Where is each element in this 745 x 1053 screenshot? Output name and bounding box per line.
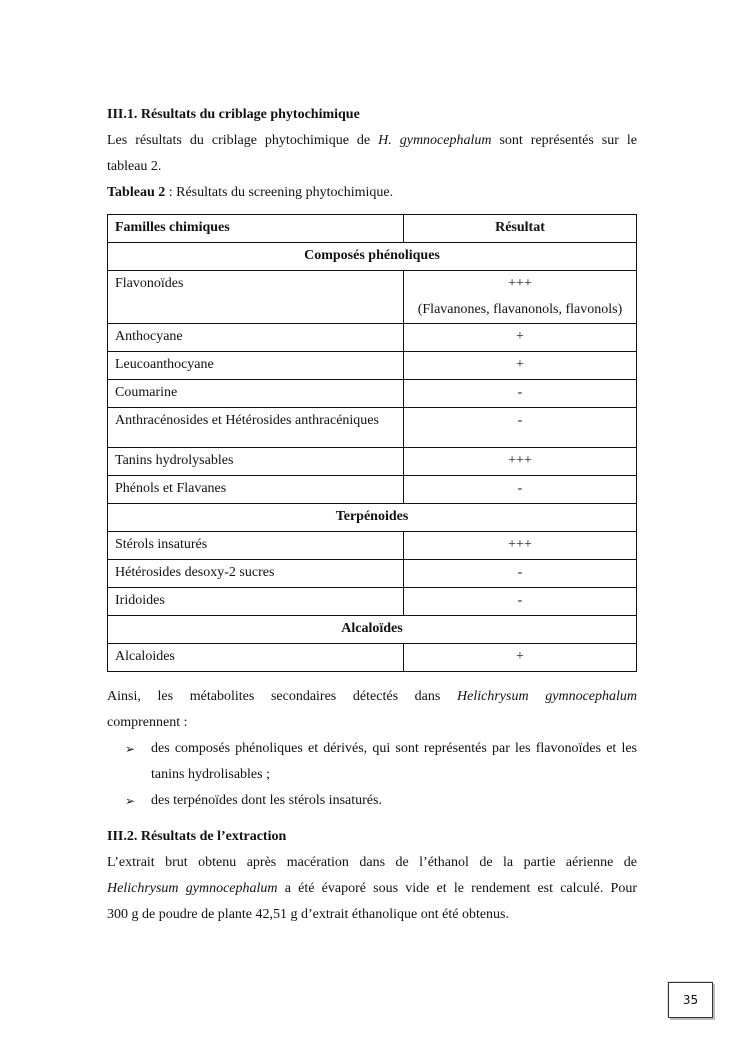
section1-intro xyxy=(107,128,637,180)
list-item: ➢ des composés phénoliques et dérivés, qui sont représentés par les flavonoïdes et les tanins hydrolisables ; xyxy=(125,736,637,788)
summary-paragraph xyxy=(107,684,637,736)
table-row xyxy=(108,352,637,380)
section1-intro-line2: tableau 2. xyxy=(107,159,162,174)
species-name: Helichrysum gymnocephalum xyxy=(457,689,637,704)
section1-title: III.1. Résultats du criblage phytochimique xyxy=(107,107,360,122)
summary-bullets xyxy=(125,736,637,814)
table-section-row xyxy=(108,504,637,532)
result-cell: - xyxy=(404,588,637,616)
table-row xyxy=(108,380,637,408)
table-row xyxy=(108,532,637,560)
arrow-bullet-icon: ➢ xyxy=(125,794,136,808)
table-row xyxy=(108,324,637,352)
family-cell: Tanins hydrolysables xyxy=(108,448,404,476)
family-cell: Hétérosides desoxy-2 sucres xyxy=(108,560,404,588)
section2-line2: Helichrysum gymnocephalum a été évaporé sous vide et le rendement est calculé. Pour xyxy=(107,881,637,896)
table-row xyxy=(108,588,637,616)
result-detail: (Flavanones, flavanonols, flavonols) xyxy=(417,302,623,317)
result-cell: - xyxy=(404,476,637,504)
family-cell: Alcaloides xyxy=(108,644,404,672)
family-cell: Phénols et Flavanes xyxy=(108,476,404,504)
table-section-row xyxy=(108,243,637,271)
result-cell: +++ (Flavanones, flavanonols, flavonols) xyxy=(404,271,637,324)
summary-line1: Ainsi, les métabolites secondaires détectés dans Helichrysum gymnocephalum xyxy=(107,689,637,704)
list-item: ➢ des terpénoïdes dont les stérols insaturés. xyxy=(125,788,637,814)
result-cell: +++ xyxy=(404,532,637,560)
table-row xyxy=(108,644,637,672)
table-caption-label: Tableau 2 xyxy=(107,185,166,200)
family-cell: Anthocyane xyxy=(108,324,404,352)
section2 xyxy=(107,824,637,928)
section2-line1: L’extrait brut obtenu après macération dans de l’éthanol de la partie aérienne de xyxy=(107,855,637,870)
table-row xyxy=(108,560,637,588)
section2-paragraph xyxy=(107,850,637,928)
family-cell: Coumarine xyxy=(108,380,404,408)
section2-line3: 300 g de poudre de plante 42,51 g d’extrait éthanolique ont été obtenus. xyxy=(107,907,510,922)
arrow-bullet-icon: ➢ xyxy=(125,742,136,756)
table-row xyxy=(108,448,637,476)
header-result: Résultat xyxy=(404,215,637,243)
result-cell: - xyxy=(404,560,637,588)
summary-line2: comprennent : xyxy=(107,715,188,730)
family-cell: Leucoanthocyane xyxy=(108,352,404,380)
section2-title: III.2. Résultats de l’extraction xyxy=(107,829,287,844)
result-cell: + xyxy=(404,644,637,672)
species-name: Helichrysum gymnocephalum xyxy=(107,881,278,896)
table-section-row xyxy=(108,616,637,644)
species-name: H. gymnocephalum xyxy=(378,133,492,148)
family-cell: Stérols insaturés xyxy=(108,532,404,560)
table-caption-text: : Résultats du screening phytochimique. xyxy=(165,185,394,200)
page-content xyxy=(107,102,637,928)
family-cell: Iridoides xyxy=(108,588,404,616)
table-row xyxy=(108,271,637,324)
result-cell: +++ xyxy=(404,448,637,476)
result-cell: - xyxy=(404,380,637,408)
result-cell: - xyxy=(404,408,637,448)
table-caption xyxy=(107,180,637,206)
table-row xyxy=(108,408,637,448)
table-header-row xyxy=(108,215,637,243)
section-phenolic: Composés phénoliques xyxy=(108,243,637,271)
result-cell: + xyxy=(404,324,637,352)
header-families: Familles chimiques xyxy=(108,215,404,243)
result-cell: + xyxy=(404,352,637,380)
section-alkaloids: Alcaloïdes xyxy=(108,616,637,644)
section1-intro-line1: Les résultats du criblage phytochimique de H. gymnocephalum sont représentés sur le xyxy=(107,133,637,148)
table-row xyxy=(108,476,637,504)
results-table xyxy=(107,214,637,672)
page-number: 35 xyxy=(668,982,713,1018)
family-cell: Flavonoïdes xyxy=(108,271,404,324)
family-cell: Anthracénosides et Hétérosides anthracéniques xyxy=(108,408,404,448)
section-terpenoids: Terpénoides xyxy=(108,504,637,532)
